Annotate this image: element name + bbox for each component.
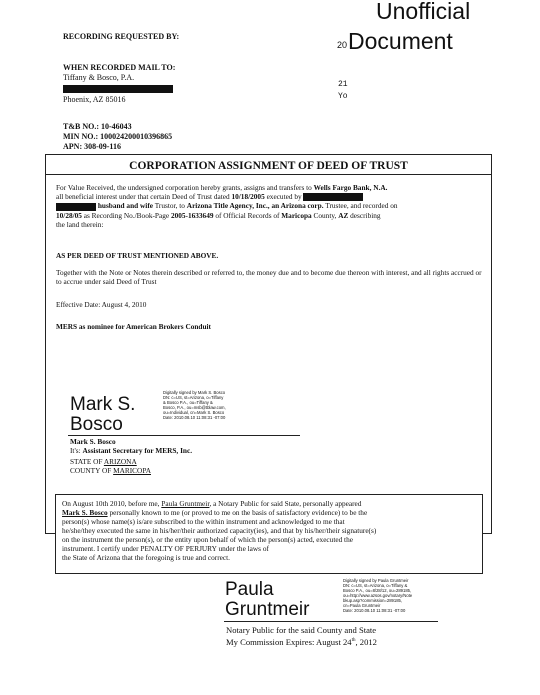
assignee-name: Wells Fargo Bank, N.A. [313, 183, 388, 192]
p1-text-g: as Recording No./Book-Page [83, 210, 170, 220]
recording-county: Maricopa [281, 210, 312, 220]
title-divider [46, 174, 491, 175]
mail-to-firm: Tiffany & Bosco, P.A. [63, 73, 135, 82]
county-line: COUNTY OF MARICOPA [70, 466, 151, 475]
notary-acknowledgment-box [55, 494, 483, 574]
signer-printed-name: Mark S. Bosco [70, 437, 116, 446]
notary-text: On August 10th 2010, before me, Paula Gruntmeir, a Notary Public for said State, personally appeared Mark S. Bosco personally known to me (or proved to me on the basis of satisfactory evidence) to be the person(s) whose name(s) is/are subscribed to the within instrument and acknowledged to me that he/she/they executed the same in his/her/their authorized capacity(ies), and that by his/her/their signature(s) on the instrument the person(s), or the entity upon behalf of which the person(s) acted, executed the instrument. I certify under PENALTY OF PERJURY under the laws of the State of Arizona that the foregoing is true and correct. [62, 499, 377, 562]
p1-text-j: describing [350, 210, 381, 220]
notary-caption: Notary Public for the said County and State [226, 625, 377, 635]
signature-line-2 [224, 621, 438, 622]
p1-text-c: executed by [266, 192, 302, 201]
together-paragraph: Together with the Note or Notes therein described or referred to, the money due and to become due thereon with interest, and all rights accrued or to accrue under said Deed of Trust [56, 268, 482, 286]
recording-state: AZ [338, 210, 349, 220]
signer-title-line: It's: Assistant Secretary for MERS, Inc. [70, 446, 193, 455]
p1-text-i: County, [313, 210, 337, 220]
commission-expires: My Commission Expires: August 24th, 2012 [226, 636, 377, 647]
redacted-address [63, 85, 173, 93]
watermark-unofficial: Unofficial [376, 0, 471, 24]
mail-to-city: Phoenix, AZ 85016 [63, 95, 126, 104]
assignment-paragraph [56, 183, 486, 229]
signature-paula-line2: Gruntmeir [225, 599, 310, 620]
document-title: CORPORATION ASSIGNMENT OF DEED OF TRUST [129, 160, 408, 172]
p1-text-k: the land therein: [56, 219, 104, 229]
digital-signature-details-1: Digitally signed by Mark S. Bosco DN: c=US, st=Arizona, o=Tiffany & Bosco P.A., ou=Tiffany & Bosco, P.A., ou=msb@tblaw.com, ou=Individual, cn=Mark S. Bosco Date: 2010.08.10 11:08:31 -07:00 [163, 390, 226, 420]
apn-number: APN: 308-09-116 [63, 142, 121, 151]
effective-date: Effective Date: August 4, 2010 [56, 300, 147, 309]
min-number: MIN NO.: 100024200010396865 [63, 132, 173, 141]
p1-text-f: Trustee, and recorded on [325, 201, 398, 211]
digital-signature-details-2: Digitally signed by Paula Gruntmeir DN: c=US, st=Arizona, o=Tiffany & Bosco P.A., ou=8/28/12, ou=289185, ou=http://www.azsos.gov/notary/Note bkup.asp?commission=289185, cn=Paula Gruntmeir Date: 2010.08.10 11:08:31 -07:00 [343, 578, 413, 613]
signature-mark-bosco-line2: Bosco [70, 414, 123, 435]
margin-mark-yo: Yo [338, 92, 348, 101]
recording-number: 2005-1633649 [170, 210, 214, 220]
watermark-document: Document [348, 28, 453, 54]
p1-text-b: all beneficial interest under that certain Deed of Trust dated [56, 192, 230, 201]
watermark-prefix: 20 [337, 40, 348, 50]
mail-to-label: WHEN RECORDED MAIL TO: [63, 63, 176, 72]
signature-paula-line1: Paula [225, 579, 274, 600]
margin-mark-21: 21 [338, 80, 348, 89]
tb-number: T&B NO.: 10-46043 [63, 122, 132, 131]
notary-signer-name: Mark S. Bosco [62, 508, 108, 517]
notary-name: Paula Gruntmeir [161, 499, 210, 508]
recording-requested-label: RECORDING REQUESTED BY: [63, 32, 180, 41]
mers-nominee: MERS as nominee for American Brokers Conduit [56, 322, 211, 331]
marital-status: husband and wife [97, 201, 153, 211]
p1-text-a: For Value Received, the undersigned corporation hereby grants, assigns and transfers to [56, 183, 312, 192]
county-name: MARICOPA [113, 466, 151, 475]
redacted-trustor [303, 193, 363, 201]
assignment-box [45, 154, 492, 534]
deed-date: 10/18/2005 [231, 192, 265, 201]
state-name: ARIZONA [103, 457, 137, 466]
redacted-trustor-2 [56, 203, 96, 211]
state-line: STATE OF ARIZONA [70, 457, 137, 466]
p1-text-e: Trustor, to [154, 201, 185, 211]
signature-line-1 [68, 435, 300, 436]
p1-text-h: of Official Records of [215, 210, 280, 220]
signature-mark-bosco-line1: Mark S. [70, 394, 136, 415]
trustee-name: Arizona Title Agency, Inc., an Arizona corp. [186, 201, 324, 211]
per-deed-line: AS PER DEED OF TRUST MENTIONED ABOVE. [56, 251, 219, 260]
signer-title: Assistant Secretary for MERS, Inc. [82, 446, 193, 455]
recording-date: 10/28/05 [56, 210, 82, 220]
